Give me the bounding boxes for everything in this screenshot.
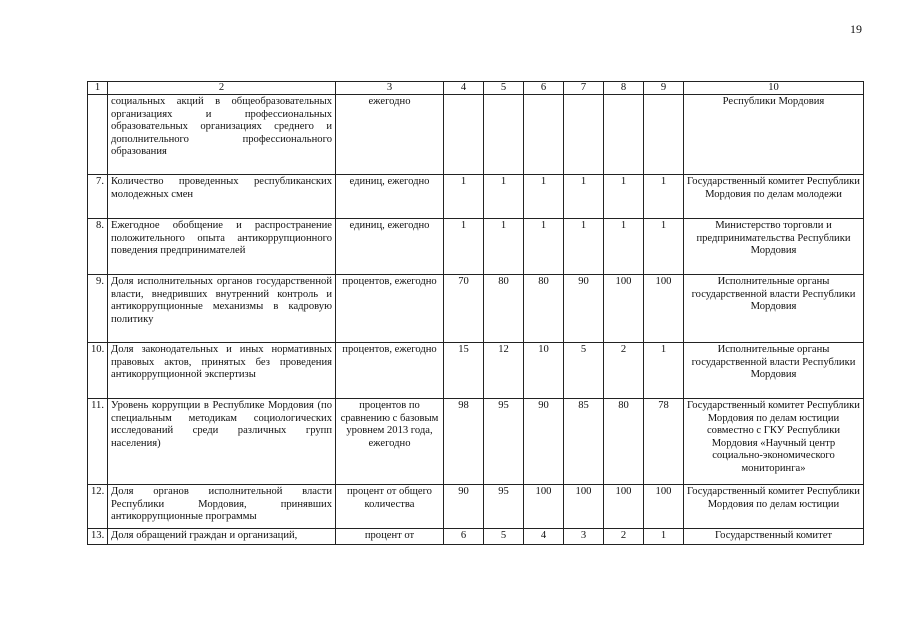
value-cell bbox=[564, 95, 604, 175]
value-cell: 4 bbox=[524, 529, 564, 545]
value-cell bbox=[484, 95, 524, 175]
value-cell: 90 bbox=[444, 485, 484, 529]
value-cell: 100 bbox=[564, 485, 604, 529]
column-header: 10 bbox=[684, 82, 864, 95]
value-cell bbox=[604, 95, 644, 175]
unit-of-measure: процентов, ежегодно bbox=[336, 275, 444, 343]
column-header: 3 bbox=[336, 82, 444, 95]
table-row bbox=[88, 175, 864, 219]
column-header: 8 bbox=[604, 82, 644, 95]
unit-of-measure: единиц, ежегодно bbox=[336, 175, 444, 219]
value-cell: 1 bbox=[484, 219, 524, 275]
value-cell: 100 bbox=[524, 485, 564, 529]
indicator-name: Доля обращений граждан и организаций, bbox=[108, 529, 336, 545]
table-row bbox=[88, 399, 864, 485]
value-cell: 100 bbox=[604, 275, 644, 343]
table-row bbox=[88, 95, 864, 175]
value-cell: 3 bbox=[564, 529, 604, 545]
column-header: 7 bbox=[564, 82, 604, 95]
unit-of-measure: единиц, ежегодно bbox=[336, 219, 444, 275]
indicators-table bbox=[87, 81, 864, 545]
value-cell: 6 bbox=[444, 529, 484, 545]
row-number: 13. bbox=[88, 529, 108, 545]
column-header: 1 bbox=[88, 82, 108, 95]
value-cell bbox=[524, 95, 564, 175]
unit-of-measure: процент от bbox=[336, 529, 444, 545]
unit-of-measure: процент от общего количества bbox=[336, 485, 444, 529]
responsible-executor: Министерство торговли и предпринимательства Республики Мордовия bbox=[684, 219, 864, 275]
value-cell: 1 bbox=[644, 219, 684, 275]
value-cell: 1 bbox=[444, 219, 484, 275]
table-row bbox=[88, 343, 864, 399]
unit-of-measure: процентов по сравнению с базовым уровнем 2013 года, ежегодно bbox=[336, 399, 444, 485]
value-cell: 80 bbox=[604, 399, 644, 485]
value-cell: 5 bbox=[564, 343, 604, 399]
value-cell: 78 bbox=[644, 399, 684, 485]
value-cell: 85 bbox=[564, 399, 604, 485]
table-row bbox=[88, 529, 864, 545]
value-cell: 80 bbox=[484, 275, 524, 343]
page-number: 19 bbox=[850, 22, 862, 36]
responsible-executor: Государственный комитет Республики Мордовия по делам юстиции bbox=[684, 485, 864, 529]
responsible-executor: Исполнительные органы государственной власти Республики Мордовия bbox=[684, 275, 864, 343]
value-cell: 1 bbox=[444, 175, 484, 219]
value-cell: 1 bbox=[604, 219, 644, 275]
unit-of-measure: процентов, ежегодно bbox=[336, 343, 444, 399]
value-cell: 1 bbox=[644, 343, 684, 399]
responsible-executor: Государственный комитет Республики Мордовия по делам молодежи bbox=[684, 175, 864, 219]
indicator-name: социальных акций в общеобразовательных организациях и профессиональных образовательных организациях среднего и дополнительного профессионального образования bbox=[108, 95, 336, 175]
column-header: 4 bbox=[444, 82, 484, 95]
value-cell: 2 bbox=[604, 343, 644, 399]
value-cell: 10 bbox=[524, 343, 564, 399]
indicator-name: Доля законодательных и иных нормативных правовых актов, принятых без проведения антикоррупционной экспертизы bbox=[108, 343, 336, 399]
table-row bbox=[88, 219, 864, 275]
value-cell: 90 bbox=[564, 275, 604, 343]
value-cell: 12 bbox=[484, 343, 524, 399]
value-cell: 15 bbox=[444, 343, 484, 399]
indicator-name: Количество проведенных республиканских молодежных смен bbox=[108, 175, 336, 219]
row-number bbox=[88, 95, 108, 175]
table-row bbox=[88, 275, 864, 343]
column-header: 2 bbox=[108, 82, 336, 95]
row-number: 9. bbox=[88, 275, 108, 343]
value-cell: 80 bbox=[524, 275, 564, 343]
value-cell bbox=[444, 95, 484, 175]
value-cell: 2 bbox=[604, 529, 644, 545]
value-cell: 95 bbox=[484, 399, 524, 485]
row-number: 12. bbox=[88, 485, 108, 529]
value-cell: 1 bbox=[524, 219, 564, 275]
value-cell: 70 bbox=[444, 275, 484, 343]
responsible-executor: Государственный комитет bbox=[684, 529, 864, 545]
row-number: 10. bbox=[88, 343, 108, 399]
value-cell: 1 bbox=[484, 175, 524, 219]
indicator-name: Уровень коррупции в Республике Мордовия (по специальным методикам социологических исследований среди различных групп населения) bbox=[108, 399, 336, 485]
value-cell: 90 bbox=[524, 399, 564, 485]
responsible-executor: Исполнительные органы государственной власти Республики Мордовия bbox=[684, 343, 864, 399]
value-cell bbox=[644, 95, 684, 175]
unit-of-measure: ежегодно bbox=[336, 95, 444, 175]
column-header: 5 bbox=[484, 82, 524, 95]
value-cell: 98 bbox=[444, 399, 484, 485]
value-cell: 5 bbox=[484, 529, 524, 545]
row-number: 7. bbox=[88, 175, 108, 219]
value-cell: 1 bbox=[604, 175, 644, 219]
responsible-executor: Государственный комитет Республики Мордовия по делам юстиции совместно с ГКУ Республики Мордовия «Научный центр социально-экономического мониторинга» bbox=[684, 399, 864, 485]
value-cell: 95 bbox=[484, 485, 524, 529]
responsible-executor: Республики Мордовия bbox=[684, 95, 864, 175]
value-cell: 100 bbox=[644, 275, 684, 343]
indicator-name: Доля органов исполнительной власти Республики Мордовия, принявших антикоррупционные программы bbox=[108, 485, 336, 529]
value-cell: 1 bbox=[644, 529, 684, 545]
value-cell: 100 bbox=[644, 485, 684, 529]
row-number: 11. bbox=[88, 399, 108, 485]
value-cell: 1 bbox=[564, 219, 604, 275]
indicator-name: Ежегодное обобщение и распространение положительного опыта антикоррупционного поведения предпринимателей bbox=[108, 219, 336, 275]
column-header: 9 bbox=[644, 82, 684, 95]
value-cell: 1 bbox=[524, 175, 564, 219]
table-header-row bbox=[88, 82, 864, 95]
column-header: 6 bbox=[524, 82, 564, 95]
row-number: 8. bbox=[88, 219, 108, 275]
indicator-name: Доля исполнительных органов государственной власти, внедривших внутренний контроль и антикоррупционные механизмы в кадровую политику bbox=[108, 275, 336, 343]
value-cell: 1 bbox=[644, 175, 684, 219]
value-cell: 100 bbox=[604, 485, 644, 529]
value-cell: 1 bbox=[564, 175, 604, 219]
table-row bbox=[88, 485, 864, 529]
